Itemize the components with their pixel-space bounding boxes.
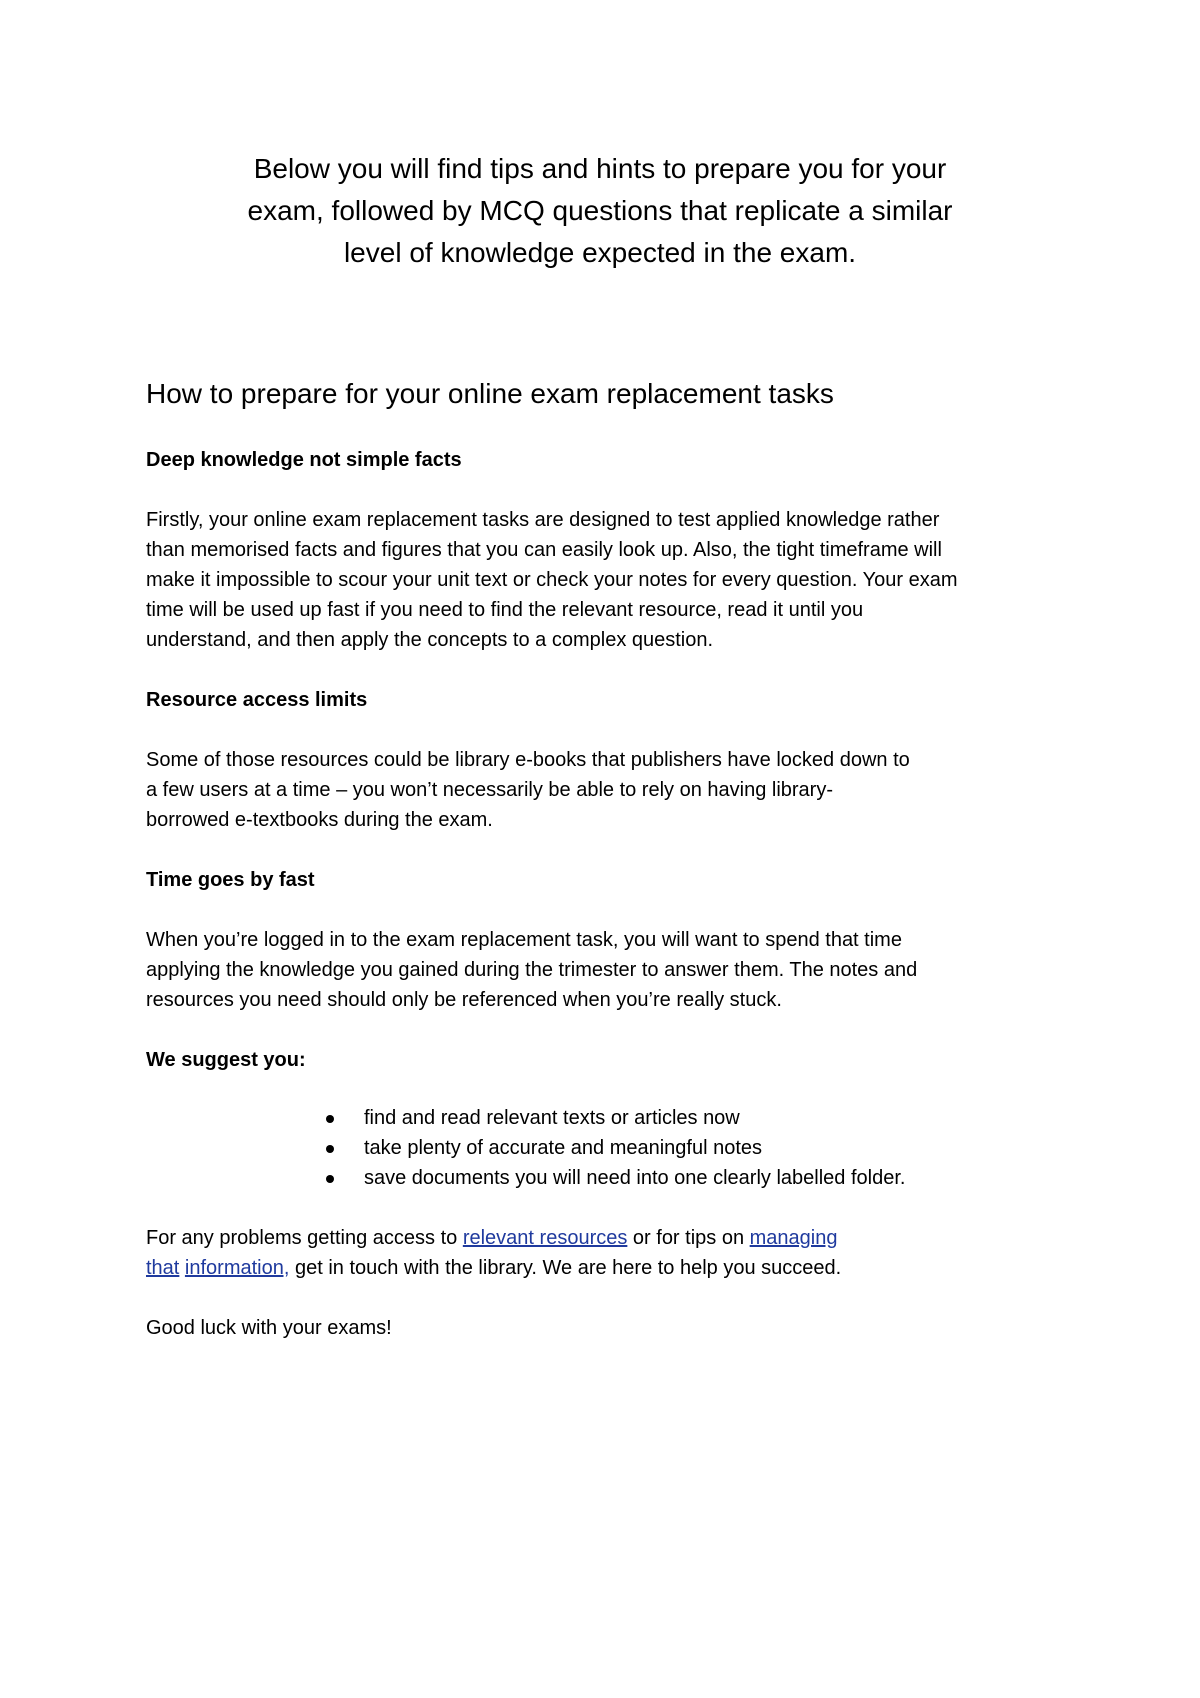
suggest-heading: We suggest you: [146, 1049, 306, 1071]
contact-text: For any problems getting access to [146, 1227, 463, 1249]
paragraph-line: time will be used up fast if you need to find the relevant resource, read it until you [146, 599, 864, 621]
managing-information-link[interactable]: information, [184, 1257, 290, 1279]
paragraph-line: Some of those resources could be library e-books that publishers have locked down to [146, 749, 910, 771]
paragraph-line: than memorised facts and figures that you can easily look up. Also, the tight timeframe will [146, 539, 942, 561]
paragraph-line: resources you need should only be referenced when you’re really stuck. [146, 989, 782, 1011]
paragraph-line: borrowed e-textbooks during the exam. [146, 809, 493, 831]
contact-line-2 [146, 1253, 841, 1283]
bullet-icon [326, 1145, 334, 1153]
managing-information-link[interactable]: that [146, 1257, 180, 1279]
paragraph-line: a few users at a time – you won’t necessarily be able to rely on having library- [146, 779, 834, 801]
contact-text: get in touch with the library. We are here to help you succeed. [289, 1257, 842, 1279]
intro-line: level of knowledge expected in the exam. [343, 237, 857, 268]
contact-line-1 [146, 1223, 837, 1253]
bullet-item: save documents you will need into one clearly labelled folder. [364, 1167, 906, 1189]
paragraph-line: make it impossible to scour your unit text or check your notes for every question. Your exam [146, 569, 958, 591]
paragraph-line: understand, and then apply the concepts to a complex question. [146, 629, 714, 651]
contact-text: or for tips on [627, 1227, 750, 1249]
paragraph-line: applying the knowledge you gained during the trimester to answer them. The notes and [146, 959, 918, 981]
relevant-resources-link[interactable]: relevant resources [462, 1227, 628, 1249]
section-heading: Deep knowledge not simple facts [146, 449, 462, 471]
section-heading: Time goes by fast [146, 869, 315, 891]
bullet-item: find and read relevant texts or articles now [364, 1107, 740, 1129]
bullet-item: take plenty of accurate and meaningful notes [364, 1137, 763, 1159]
managing-information-link[interactable]: managing [749, 1227, 838, 1249]
bullet-icon [326, 1115, 334, 1123]
paragraph-line: Firstly, your online exam replacement tasks are designed to test applied knowledge rather [146, 509, 940, 531]
section-heading: Resource access limits [146, 689, 368, 711]
closing-line: Good luck with your exams! [146, 1317, 392, 1339]
intro-line: Below you will find tips and hints to prepare you for your [253, 153, 947, 184]
page-title: How to prepare for your online exam replacement tasks [146, 378, 834, 409]
intro-paragraph [170, 148, 1030, 274]
intro-line: exam, followed by MCQ questions that replicate a similar [247, 195, 953, 226]
paragraph-line: When you’re logged in to the exam replacement task, you will want to spend that time [146, 929, 902, 951]
bullet-icon [326, 1175, 334, 1183]
